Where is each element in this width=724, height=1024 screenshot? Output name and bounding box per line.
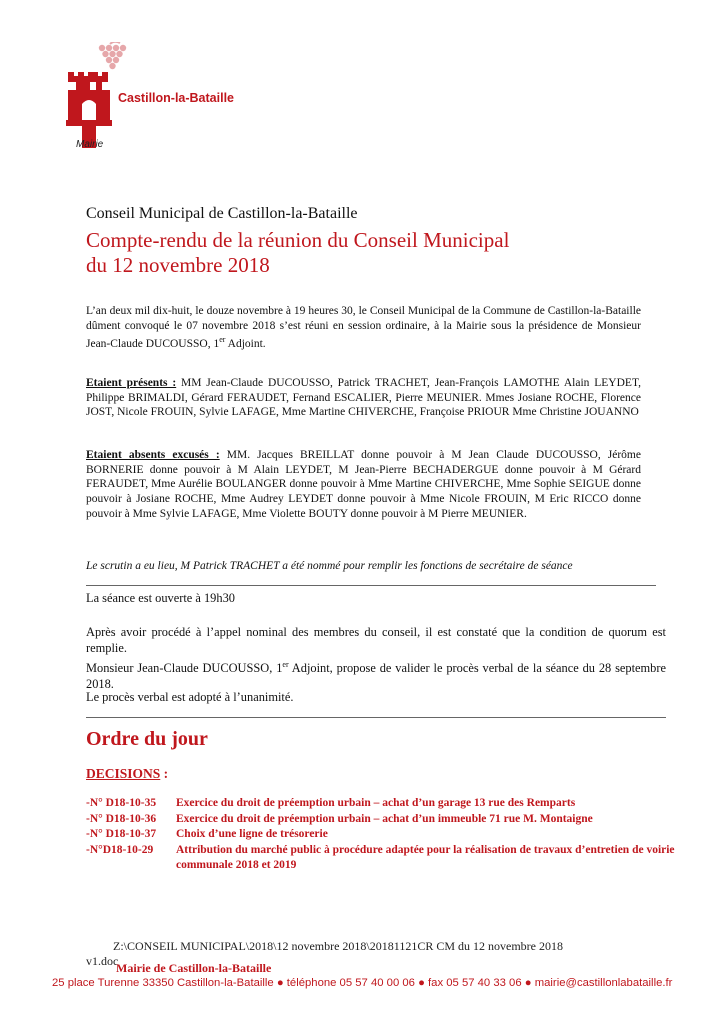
- decisions-label: DECISIONS: [86, 766, 161, 781]
- absents-label: Etaient absents excusés :: [86, 449, 220, 461]
- footer-mairie-name: Mairie de Castillon-la-Bataille: [116, 961, 272, 975]
- decision-item: [86, 843, 686, 874]
- document-title: [86, 228, 509, 278]
- intro-paragraph: [86, 304, 641, 352]
- logo-name: Castillon-la-Bataille: [118, 91, 234, 105]
- decision-number: -N° D18-10-36: [86, 812, 157, 825]
- presents-paragraph: [86, 376, 641, 420]
- seance-ouverte: La séance est ouverte à 19h30: [86, 591, 235, 605]
- file-extension: v1.doc: [86, 954, 119, 968]
- intro-text-end: Adjoint.: [225, 338, 266, 351]
- appel-paragraph: Après avoir procédé à l’appel nominal des membres du conseil, il est constaté que la condition de quorum est remplie.: [86, 625, 666, 655]
- file-path: Z:\CONSEIL MUNICIPAL\2018\12 novembre 2018\20181121CR CM du 12 novembre 2018: [113, 939, 563, 953]
- proces-paragraph: [86, 657, 666, 692]
- separator-line-2: [86, 717, 666, 718]
- presents-label: Etaient présents :: [86, 377, 177, 389]
- decision-item: [86, 827, 686, 843]
- decision-number: -N°D18-10-29: [86, 843, 154, 856]
- decision-item: [86, 812, 686, 828]
- absents-text: MM. Jacques BREILLAT donne pouvoir à M Jean Claude DUCOUSSO, Jérôme BORNERIE donne pouvoir à M Alain LEYDET, M Jean-Pierre BECHADERGUE donne pouvoir à M Gérard FERAUDET, Mme Aurélie BOULANGER donne pouvoir à Mme Martine CHIVERCHE, Mme Sophie SEIGUE donne pouvoir à Josiane ROCHE, Mme Audrey LEYDET donne pouvoir à Mme Nicole FROUIN, M Eric RICCO donne pouvoir à Mme Sylvie LAFAGE, Mme Violette BOUTY donne pouvoir à M Pierre MEUNIER.: [86, 449, 641, 520]
- intro-text: L’an deux mil dix-huit, le douze novembre à 19 heures 30, le Conseil Municipal de la Commune de Castillon-la-Bataille dûment convoqué le 07 novembre 2018 s’est réuni en session ordinaire, à la Mairie sous la présidence de Monsieur Jean-Claude DUCOUSSO, 1: [86, 305, 641, 351]
- footer-address: 25 place Turenne 33350 Castillon-la-Bataille ● téléphone 05 57 40 00 06 ● fax 05 57 40 33 06 ● mairie@castillonlabataille.fr: [52, 977, 673, 989]
- logo-mairie: Mairie: [76, 139, 104, 150]
- decision-number: -N° D18-10-35: [86, 797, 157, 809]
- ordre-du-jour-heading: Ordre du jour: [86, 728, 208, 750]
- document-subtitle: Conseil Municipal de Castillon-la-Bataille: [86, 205, 358, 222]
- adopte-paragraph: Le procès verbal est adopté à l’unanimité.: [86, 690, 294, 704]
- proces-text-end: Adjoint, propose de valider le procès verbal de la séance du 28 septembre 2018.: [86, 661, 666, 692]
- decisions-suffix: :: [160, 766, 169, 781]
- decision-text: Exercice du droit de préemption urbain – achat d’un garage 13 rue des Remparts: [176, 797, 576, 809]
- decisions-heading: [86, 766, 168, 782]
- decision-text: Choix d’une ligne de trésorerie: [176, 828, 328, 840]
- separator-line: [86, 585, 656, 586]
- decision-text: Exercice du droit de préemption urbain – achat d’un immeuble 71 rue M. Montaigne: [176, 812, 593, 825]
- scrutin-paragraph: Le scrutin a eu lieu, M Patrick TRACHET a été nommé pour remplir les fonctions de secrétaire de séance: [86, 560, 573, 572]
- proces-text: Monsieur Jean-Claude DUCOUSSO, 1: [86, 661, 283, 676]
- presents-text: MM Jean-Claude DUCOUSSO, Patrick TRACHET, Jean-François LAMOTHE Alain LEYDET, Philippe BRIMALDI, Gérard FERAUDET, Fernand ESCALIER, Pierre MEUNIER. Mmes Josiane ROCHE, Florence JOST, Nicole FROUIN, Sylvie LAFAGE, Mme Martine CHIVERCHE, Françoise PRIOUR Mme Christine JOUANNO: [86, 377, 641, 419]
- decision-item: [86, 796, 686, 812]
- intro-sup: er: [219, 335, 226, 345]
- decisions-list: [86, 796, 686, 874]
- title-line-2: du 12 novembre 2018: [86, 253, 270, 277]
- decision-text: Attribution du marché public à procédure adaptée pour la réalisation de travaux d’entretien de voirie communale 2018 et 2019: [176, 843, 675, 871]
- title-line-1: Compte-rendu de la réunion du Conseil Municipal: [86, 228, 510, 252]
- absents-paragraph: [86, 448, 641, 522]
- decision-number: -N° D18-10-37: [86, 828, 157, 840]
- proces-sup: er: [282, 660, 289, 669]
